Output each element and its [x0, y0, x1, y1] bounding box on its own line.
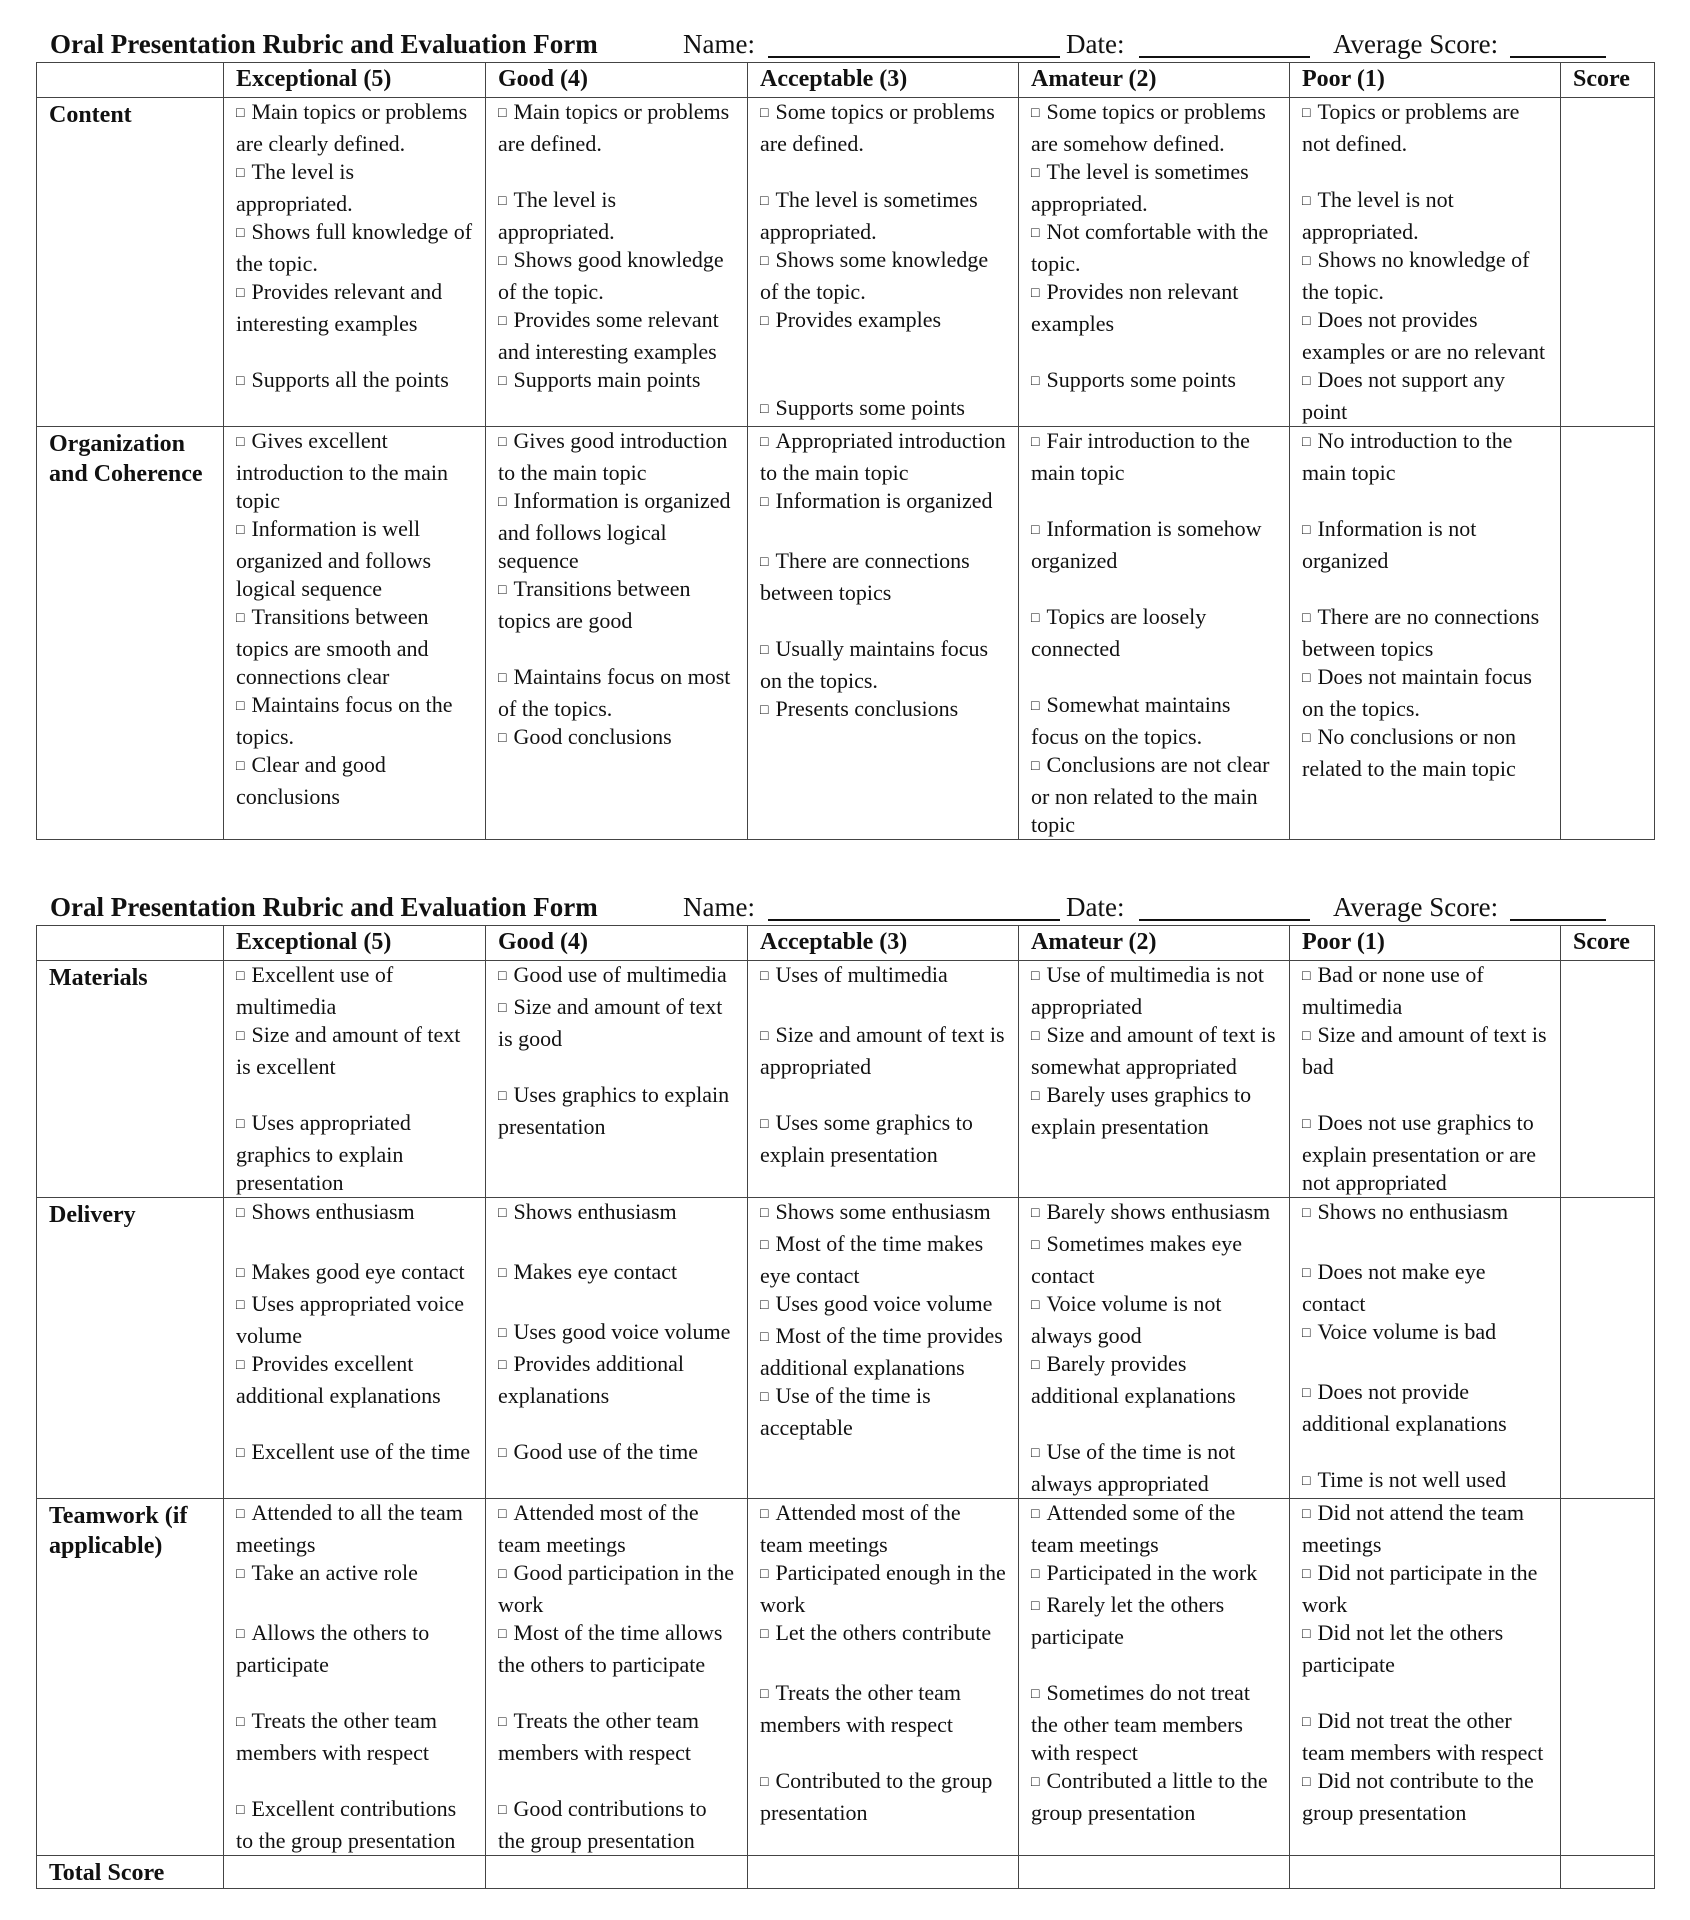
- criterion-checkbox[interactable]: □ Use of multimedia is not appropriated: [1031, 961, 1279, 1021]
- criterion-checkbox[interactable]: □ No conclusions or non related to the main topic: [1302, 723, 1550, 783]
- criterion-checkbox[interactable]: □ Attended most of the team meetings: [498, 1499, 737, 1559]
- score-column-header: Score: [1561, 926, 1655, 961]
- date-label: Date:: [1066, 29, 1125, 59]
- criterion-checkbox[interactable]: □ Use of the time is not always appropriated: [1031, 1438, 1279, 1498]
- criterion-checkbox[interactable]: □ Shows no knowledge of the topic.: [1302, 246, 1550, 306]
- criterion-checkbox[interactable]: □ Sometimes do not treat the other team members with respect: [1031, 1679, 1279, 1767]
- criterion-checkbox[interactable]: □ Excellent use of the time: [236, 1438, 475, 1470]
- criterion-checkbox[interactable]: □ Voice volume is not always good: [1031, 1290, 1279, 1350]
- criterion-checkbox[interactable]: □ Shows enthusiasm: [498, 1198, 737, 1230]
- criterion-checkbox[interactable]: □ Information is well organized and follows logical sequence: [236, 515, 475, 603]
- criterion-checkbox[interactable]: □ Size and amount of text is appropriated: [760, 1021, 1008, 1081]
- criterion-checkbox[interactable]: □ Use of the time is acceptable: [760, 1382, 1008, 1442]
- criterion-checkbox[interactable]: □ Good use of the time: [498, 1438, 737, 1470]
- criterion-checkbox[interactable]: □ Rarely let the others participate: [1031, 1591, 1279, 1651]
- criterion-checkbox[interactable]: □ Participated in the work: [1031, 1559, 1279, 1591]
- criterion-checkbox[interactable]: □ Take an active role: [236, 1559, 475, 1591]
- criterion-checkbox[interactable]: □ Not comfortable with the topic.: [1031, 218, 1279, 278]
- criterion-checkbox[interactable]: □ Information is organized and follows logical sequence: [498, 487, 737, 575]
- delivery-row: [37, 1198, 1655, 1499]
- rubric-form-2: [36, 889, 1654, 1889]
- name-label: Name:: [683, 892, 755, 922]
- organization-good-cell: [486, 427, 748, 840]
- criterion-checkbox[interactable]: □ Barely uses graphics to explain presentation: [1031, 1081, 1279, 1141]
- content-amateur-cell: [1019, 98, 1290, 427]
- teamwork-good-cell: [486, 1499, 748, 1856]
- criterion-checkbox[interactable]: □ Some topics or problems are somehow defined.: [1031, 98, 1279, 158]
- materials-row: [37, 961, 1655, 1198]
- name-field[interactable]: [768, 919, 1060, 921]
- criterion-checkbox[interactable]: □ Information is not organized: [1302, 515, 1550, 575]
- amateur-column-header: Amateur (2): [1019, 63, 1290, 98]
- criterion-checkbox[interactable]: □ Maintains focus on most of the topics.: [498, 663, 737, 723]
- date-field[interactable]: [1139, 56, 1310, 58]
- criterion-checkbox[interactable]: □ Does not support any point: [1302, 366, 1550, 426]
- criterion-checkbox[interactable]: □ Shows no enthusiasm: [1302, 1198, 1550, 1230]
- criterion-checkbox[interactable]: □ Size and amount of text is bad: [1302, 1021, 1550, 1081]
- criterion-checkbox[interactable]: □ The level is sometimes appropriated.: [1031, 158, 1279, 218]
- date-label: Date:: [1066, 892, 1125, 922]
- criterion-checkbox[interactable]: □ Information is somehow organized: [1031, 515, 1279, 575]
- category-column-header: [37, 63, 224, 98]
- acceptable-column-header: Acceptable (3): [748, 926, 1019, 961]
- materials-amateur-cell: [1019, 961, 1290, 1198]
- good-column-header: Good (4): [486, 63, 748, 98]
- materials-score-cell[interactable]: [1561, 961, 1655, 1198]
- content-row: [37, 98, 1655, 427]
- criterion-checkbox[interactable]: □ Good use of multimedia: [498, 961, 737, 993]
- criterion-checkbox[interactable]: □ Size and amount of text is good: [498, 993, 737, 1053]
- criterion-checkbox[interactable]: □ Does not provides examples or are no relevant: [1302, 306, 1550, 366]
- total-amateur-cell[interactable]: [1019, 1856, 1290, 1889]
- teamwork-poor-cell: [1290, 1499, 1561, 1856]
- criterion-checkbox[interactable]: □ Size and amount of text is excellent: [236, 1021, 475, 1081]
- total-acceptable-cell[interactable]: [748, 1856, 1019, 1889]
- rubric-form-1: [36, 26, 1654, 840]
- average-score-label: Average Score:: [1333, 29, 1499, 59]
- criterion-checkbox[interactable]: □ Shows some knowledge of the topic.: [760, 246, 1008, 306]
- criterion-checkbox[interactable]: □ Does not make eye contact: [1302, 1258, 1550, 1318]
- criterion-checkbox[interactable]: □ Supports main points: [498, 366, 737, 398]
- criterion-checkbox[interactable]: □ Maintains focus on the topics.: [236, 691, 475, 751]
- organization-row: [37, 427, 1655, 840]
- criterion-checkbox[interactable]: □ Main topics or problems are clearly defined.: [236, 98, 475, 158]
- average-score-field[interactable]: [1510, 919, 1606, 921]
- criterion-checkbox[interactable]: □ Voice volume is bad: [1302, 1318, 1550, 1350]
- organization-row-label: Organization and Coherence: [37, 427, 224, 840]
- criterion-checkbox[interactable]: □ Excellent use of multimedia: [236, 961, 475, 1021]
- total-score-label: Total Score: [37, 1856, 224, 1889]
- amateur-column-header: Amateur (2): [1019, 926, 1290, 961]
- criterion-checkbox[interactable]: □ Does not use graphics to explain presentation or are not appropriated: [1302, 1109, 1550, 1197]
- delivery-poor-cell: [1290, 1198, 1561, 1499]
- criterion-checkbox[interactable]: □ Shows enthusiasm: [236, 1198, 475, 1230]
- criterion-checkbox[interactable]: □ Provides some relevant and interesting examples: [498, 306, 737, 366]
- content-acceptable-cell: [748, 98, 1019, 427]
- criterion-checkbox[interactable]: □ Makes good eye contact: [236, 1258, 475, 1290]
- good-column-header: Good (4): [486, 926, 748, 961]
- criterion-checkbox[interactable]: □ Shows full knowledge of the topic.: [236, 218, 475, 278]
- materials-acceptable-cell: [748, 961, 1019, 1198]
- organization-amateur-cell: [1019, 427, 1290, 840]
- teamwork-row: [37, 1499, 1655, 1856]
- criterion-checkbox[interactable]: □ Uses appropriated voice volume: [236, 1290, 475, 1350]
- criterion-checkbox[interactable]: □ Did not attend the team meetings: [1302, 1499, 1550, 1559]
- criterion-checkbox[interactable]: □ Main topics or problems are defined.: [498, 98, 737, 158]
- delivery-acceptable-cell: [748, 1198, 1019, 1499]
- criterion-checkbox[interactable]: □ Did not treat the other team members with respect: [1302, 1707, 1550, 1767]
- form-title: Oral Presentation Rubric and Evaluation Form: [50, 29, 598, 59]
- exceptional-column-header: Exceptional (5): [224, 63, 486, 98]
- criterion-checkbox[interactable]: □ Shows some enthusiasm: [760, 1198, 1008, 1230]
- content-poor-cell: [1290, 98, 1561, 427]
- criterion-checkbox[interactable]: □ Time is not well used: [1302, 1466, 1550, 1498]
- organization-exceptional-cell: [224, 427, 486, 840]
- criterion-checkbox[interactable]: □ Barely provides additional explanations: [1031, 1350, 1279, 1410]
- criterion-checkbox[interactable]: □ Does not maintain focus on the topics.: [1302, 663, 1550, 723]
- name-field[interactable]: [768, 56, 1060, 58]
- form-header: [36, 26, 1654, 62]
- criterion-checkbox[interactable]: □ Shows good knowledge of the topic.: [498, 246, 737, 306]
- criterion-checkbox[interactable]: □ Uses graphics to explain presentation: [498, 1081, 737, 1141]
- criterion-checkbox[interactable]: □ Sometimes makes eye contact: [1031, 1230, 1279, 1290]
- criterion-checkbox[interactable]: □ Transitions between topics are good: [498, 575, 737, 635]
- criterion-checkbox[interactable]: □ Did not participate in the work: [1302, 1559, 1550, 1619]
- criterion-checkbox[interactable]: □ Conclusions are not clear or non related to the main topic: [1031, 751, 1279, 839]
- criterion-checkbox[interactable]: □ The level is appropriated.: [498, 186, 737, 246]
- column-header-row: [37, 926, 1655, 961]
- organization-score-cell[interactable]: [1561, 427, 1655, 840]
- criterion-checkbox[interactable]: □ Most of the time allows the others to participate: [498, 1619, 737, 1679]
- content-score-cell[interactable]: [1561, 98, 1655, 427]
- criterion-checkbox[interactable]: □ Supports some points: [1031, 366, 1279, 398]
- organization-acceptable-cell: [748, 427, 1019, 840]
- criterion-checkbox[interactable]: □ Provides non relevant examples: [1031, 278, 1279, 338]
- criterion-checkbox[interactable]: □ Does not provide additional explanations: [1302, 1378, 1550, 1438]
- exceptional-column-header: Exceptional (5): [224, 926, 486, 961]
- content-exceptional-cell: [224, 98, 486, 427]
- criterion-checkbox[interactable]: □ Uses good voice volume: [498, 1318, 737, 1350]
- criterion-checkbox[interactable]: □ Participated enough in the work: [760, 1559, 1008, 1619]
- form-header: [36, 889, 1654, 925]
- criterion-checkbox[interactable]: □ Allows the others to participate: [236, 1619, 475, 1679]
- criterion-checkbox[interactable]: □ Uses some graphics to explain presentation: [760, 1109, 1008, 1169]
- criterion-checkbox[interactable]: □ Good participation in the work: [498, 1559, 737, 1619]
- criterion-checkbox[interactable]: □ Some topics or problems are defined.: [760, 98, 1008, 158]
- delivery-row-label: Delivery: [37, 1198, 224, 1499]
- delivery-good-cell: [486, 1198, 748, 1499]
- criterion-checkbox[interactable]: □ Attended some of the team meetings: [1031, 1499, 1279, 1559]
- criterion-checkbox[interactable]: □ Most of the time provides additional explanations: [760, 1322, 1008, 1382]
- criterion-checkbox[interactable]: □ Uses good voice volume: [760, 1290, 1008, 1322]
- criterion-checkbox[interactable]: □ There are connections between topics: [760, 547, 1008, 607]
- criterion-checkbox[interactable]: □ Good conclusions: [498, 723, 737, 755]
- criterion-checkbox[interactable]: □ Bad or none use of multimedia: [1302, 961, 1550, 1021]
- name-label: Name:: [683, 29, 755, 59]
- criterion-checkbox[interactable]: □ Barely shows enthusiasm: [1031, 1198, 1279, 1230]
- average-score-field[interactable]: [1510, 56, 1606, 58]
- date-field[interactable]: [1139, 919, 1310, 921]
- poor-column-header: Poor (1): [1290, 926, 1561, 961]
- criterion-checkbox[interactable]: □ Fair introduction to the main topic: [1031, 427, 1279, 487]
- total-poor-cell[interactable]: [1290, 1856, 1561, 1889]
- column-header-row: [37, 63, 1655, 98]
- delivery-score-cell[interactable]: [1561, 1198, 1655, 1499]
- criterion-checkbox[interactable]: □ Makes eye contact: [498, 1258, 737, 1290]
- criterion-checkbox[interactable]: □ The level is appropriated.: [236, 158, 475, 218]
- criterion-checkbox[interactable]: □ Excellent contributions to the group presentation: [236, 1795, 475, 1855]
- criterion-checkbox[interactable]: □ The level is not appropriated.: [1302, 186, 1550, 246]
- average-score-label: Average Score:: [1333, 892, 1499, 922]
- teamwork-score-cell[interactable]: [1561, 1499, 1655, 1856]
- materials-row-label: Materials: [37, 961, 224, 1198]
- content-row-label: Content: [37, 98, 224, 427]
- criterion-checkbox[interactable]: □ There are no connections between topics: [1302, 603, 1550, 663]
- criterion-checkbox[interactable]: □ Provides examples: [760, 306, 1008, 338]
- teamwork-exceptional-cell: [224, 1499, 486, 1856]
- criterion-checkbox[interactable]: □ Transitions between topics are smooth and connections clear: [236, 603, 475, 691]
- criterion-checkbox[interactable]: □ Treats the other team members with respect: [760, 1679, 1008, 1739]
- teamwork-row-label: Teamwork (if applicable): [37, 1499, 224, 1856]
- criterion-checkbox[interactable]: □ Somewhat maintains focus on the topics.: [1031, 691, 1279, 751]
- criterion-checkbox[interactable]: □ Treats the other team members with respect: [236, 1707, 475, 1767]
- criterion-checkbox[interactable]: □ Attended most of the team meetings: [760, 1499, 1008, 1559]
- criterion-checkbox[interactable]: □ Presents conclusions: [760, 695, 1008, 727]
- category-column-header: [37, 926, 224, 961]
- criterion-checkbox[interactable]: □ Provides excellent additional explanations: [236, 1350, 475, 1410]
- acceptable-column-header: Acceptable (3): [748, 63, 1019, 98]
- delivery-exceptional-cell: [224, 1198, 486, 1499]
- criterion-checkbox[interactable]: □ Usually maintains focus on the topics.: [760, 635, 1008, 695]
- total-exceptional-cell[interactable]: [224, 1856, 486, 1889]
- rubric-table: [36, 925, 1655, 1889]
- content-good-cell: [486, 98, 748, 427]
- criterion-checkbox[interactable]: □ Supports all the points: [236, 366, 475, 398]
- criterion-checkbox[interactable]: □ Let the others contribute: [760, 1619, 1008, 1651]
- total-score-row: [37, 1856, 1655, 1889]
- delivery-amateur-cell: [1019, 1198, 1290, 1499]
- materials-good-cell: [486, 961, 748, 1198]
- criterion-checkbox[interactable]: □ Appropriated introduction to the main topic: [760, 427, 1008, 487]
- score-column-header: Score: [1561, 63, 1655, 98]
- criterion-checkbox[interactable]: □ Information is organized: [760, 487, 1008, 519]
- criterion-checkbox[interactable]: □ Gives good introduction to the main topic: [498, 427, 737, 487]
- criterion-checkbox[interactable]: □ Treats the other team members with respect: [498, 1707, 737, 1767]
- criterion-checkbox[interactable]: □ Clear and good conclusions: [236, 751, 475, 811]
- teamwork-acceptable-cell: [748, 1499, 1019, 1856]
- total-score-cell[interactable]: [1561, 1856, 1655, 1889]
- form-title: Oral Presentation Rubric and Evaluation Form: [50, 892, 598, 922]
- criterion-checkbox[interactable]: □ Size and amount of text is somewhat appropriated: [1031, 1021, 1279, 1081]
- total-good-cell[interactable]: [486, 1856, 748, 1889]
- criterion-checkbox[interactable]: □ Attended to all the team meetings: [236, 1499, 475, 1559]
- criterion-checkbox[interactable]: □ Did not let the others participate: [1302, 1619, 1550, 1679]
- criterion-checkbox[interactable]: □ Topics or problems are not defined.: [1302, 98, 1550, 158]
- criterion-checkbox[interactable]: □ Uses of multimedia: [760, 961, 1008, 993]
- criterion-checkbox[interactable]: □ No introduction to the main topic: [1302, 427, 1550, 487]
- criterion-checkbox[interactable]: □ Provides relevant and interesting examples: [236, 278, 475, 338]
- organization-poor-cell: [1290, 427, 1561, 840]
- criterion-checkbox[interactable]: □ Topics are loosely connected: [1031, 603, 1279, 663]
- materials-poor-cell: [1290, 961, 1561, 1198]
- criterion-checkbox[interactable]: □ The level is sometimes appropriated.: [760, 186, 1008, 246]
- criterion-checkbox[interactable]: □ Good contributions to the group presentation: [498, 1795, 737, 1855]
- criterion-checkbox[interactable]: □ Did not contribute to the group presentation: [1302, 1767, 1550, 1827]
- rubric-table: [36, 62, 1655, 840]
- criterion-checkbox[interactable]: □ Most of the time makes eye contact: [760, 1230, 1008, 1290]
- criterion-checkbox[interactable]: □ Supports some points: [760, 394, 1008, 426]
- poor-column-header: Poor (1): [1290, 63, 1561, 98]
- criterion-checkbox[interactable]: □ Gives excellent introduction to the main topic: [236, 427, 475, 515]
- criterion-checkbox[interactable]: □ Contributed to the group presentation: [760, 1767, 1008, 1827]
- criterion-checkbox[interactable]: □ Uses appropriated graphics to explain presentation: [236, 1109, 475, 1197]
- criterion-checkbox[interactable]: □ Provides additional explanations: [498, 1350, 737, 1410]
- criterion-checkbox[interactable]: □ Contributed a little to the group presentation: [1031, 1767, 1279, 1827]
- materials-exceptional-cell: [224, 961, 486, 1198]
- teamwork-amateur-cell: [1019, 1499, 1290, 1856]
